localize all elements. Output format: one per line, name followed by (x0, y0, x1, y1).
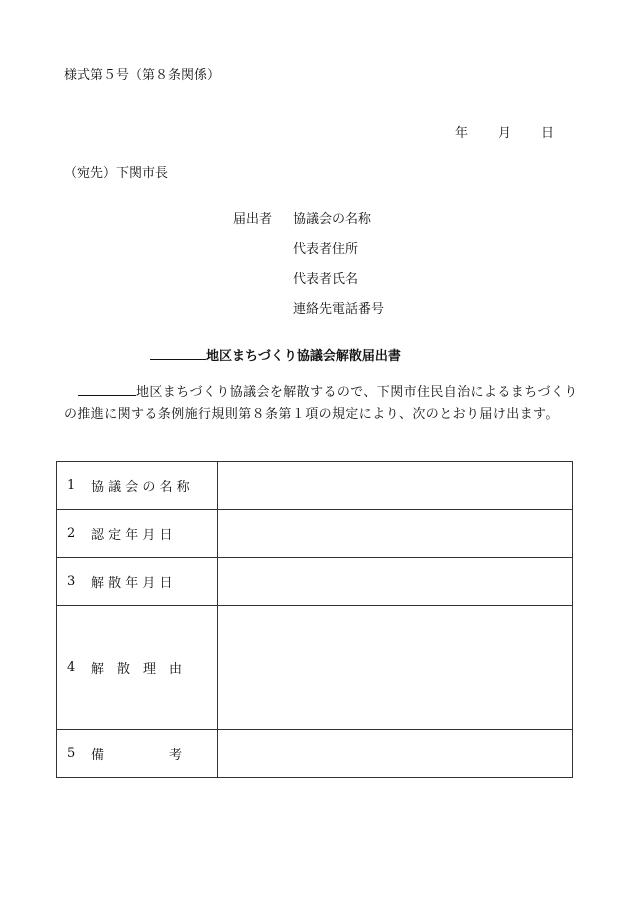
filer-field-association-name: 協議会の名称 (293, 212, 372, 227)
row-label-cell (57, 606, 218, 730)
table-row (57, 510, 573, 558)
table-row (57, 730, 573, 778)
date-month: 月 (498, 126, 512, 141)
table-row (57, 558, 573, 606)
form-table (56, 461, 573, 778)
row-number: 5 (67, 746, 76, 761)
table-row (57, 606, 573, 730)
row-number: 1 (67, 478, 76, 493)
row-label-cell (57, 558, 218, 606)
title-text: 地区まちづくり協議会解散届出書 (206, 349, 401, 364)
row-value-cell[interactable] (218, 730, 573, 778)
row-value-cell[interactable] (218, 606, 573, 730)
row-label: 解 散 理 由 (91, 662, 183, 677)
row-label: 備 考 (91, 748, 183, 763)
body-paragraph (64, 382, 579, 426)
date-year: 年 (455, 126, 469, 141)
body-text: 地区まちづくり協議会を解散するので、下関市住民自治によるまちづくりの推進に関する条例施行規則第８条第１項の規定により、次のとおり届け出ます。 (64, 385, 578, 422)
title-blank-underline (150, 346, 206, 360)
date-line (455, 122, 554, 141)
date-day: 日 (541, 126, 555, 141)
row-label-cell (57, 510, 218, 558)
addressee: （宛先）下関市長 (64, 166, 169, 181)
filer-label: 届出者 (233, 212, 273, 227)
filer-field-representative-name: 代表者氏名 (293, 272, 359, 287)
body-blank-underline (78, 382, 136, 396)
row-number: 4 (67, 660, 76, 675)
row-value-cell[interactable] (218, 558, 573, 606)
row-value-cell[interactable] (218, 462, 573, 510)
row-label: 認 定 年 月 日 (91, 528, 173, 543)
row-value-cell[interactable] (218, 510, 573, 558)
table-row (57, 462, 573, 510)
row-label-cell (57, 730, 218, 778)
row-label: 解 散 年 月 日 (91, 576, 173, 591)
filer-field-representative-address: 代表者住所 (293, 242, 359, 257)
row-label: 協 議 会 の 名 称 (91, 480, 190, 495)
row-number: 2 (67, 526, 76, 541)
filer-field-contact-phone: 連絡先電話番号 (293, 302, 385, 317)
form-number: 様式第５号（第８条関係） (64, 68, 221, 83)
document-title (150, 345, 401, 364)
row-label-cell (57, 462, 218, 510)
row-number: 3 (67, 574, 76, 589)
